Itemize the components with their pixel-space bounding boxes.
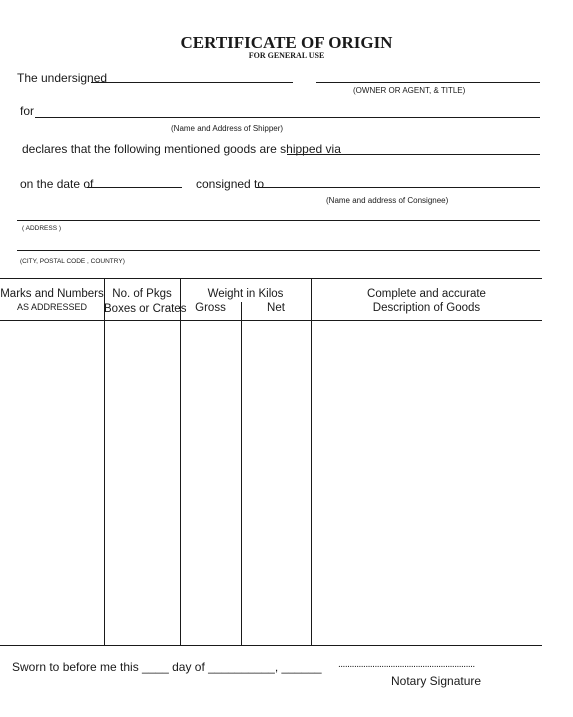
shipper-caption: (Name and Address of Shipper): [171, 124, 284, 133]
owner-field[interactable]: [316, 82, 540, 83]
table-bottom-border: [0, 645, 542, 646]
date-field[interactable]: [87, 187, 182, 188]
sworn-text: Sworn to before me this ____ day of __________, ______: [12, 660, 322, 674]
col-divider-weight: [311, 278, 312, 645]
col-weight-header: Weight in Kilos: [207, 288, 284, 300]
city-caption: (CITY, POSTAL CODE , COUNTRY): [20, 258, 125, 265]
city-field[interactable]: [17, 250, 540, 251]
declares-label: declares that the following mentioned goods are shipped via: [22, 142, 341, 156]
col-divider-marks: [104, 278, 105, 645]
table-header-border: [0, 320, 542, 321]
shipped-via-field[interactable]: [287, 154, 540, 155]
shipper-field[interactable]: [35, 117, 540, 118]
form-title: CERTIFICATE OF ORIGIN: [180, 33, 393, 52]
address-caption: ( ADDRESS ): [22, 225, 62, 232]
undersigned-field[interactable]: [91, 82, 293, 83]
undersigned-label: The undersigned: [17, 71, 108, 85]
signature-line[interactable]: ............................................................: [338, 659, 475, 670]
col-desc-subheader: Description of Goods: [372, 302, 481, 314]
date-label: on the date of: [20, 177, 94, 191]
form-subtitle: FOR GENERAL USE: [248, 51, 325, 60]
consignee-field[interactable]: [256, 187, 540, 188]
col-divider-gross: [241, 302, 242, 645]
col-marks-header: Marks and Numbers: [0, 288, 104, 300]
col-net-header: Net: [267, 302, 285, 314]
consigned-label: consigned to: [196, 177, 265, 191]
address-field[interactable]: [17, 220, 540, 221]
col-pkgs-header: No. of Pkgs: [112, 288, 172, 300]
table-top-border: [0, 278, 542, 279]
notary-label: Notary Signature: [391, 674, 482, 688]
col-gross-header: Gross: [195, 302, 226, 314]
col-desc-header: Complete and accurate: [367, 288, 486, 300]
col-pkgs-subheader: Boxes or Crates: [104, 303, 187, 315]
col-marks-subheader: AS ADDRESSED: [16, 302, 88, 312]
col-divider-pkgs: [180, 278, 181, 645]
owner-caption: (OWNER OR AGENT, & TITLE): [353, 86, 466, 95]
consignee-caption: (Name and address of Consignee): [326, 196, 449, 205]
for-label: for: [20, 104, 35, 118]
